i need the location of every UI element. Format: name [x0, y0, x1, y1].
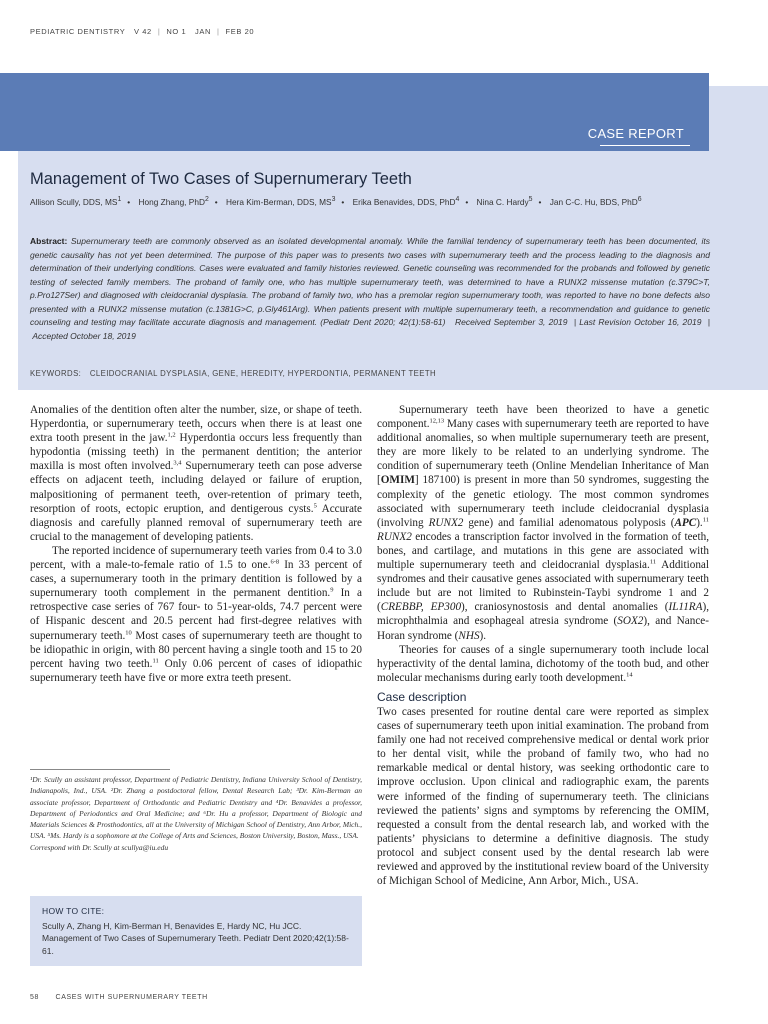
author-footnotes: [30, 774, 362, 853]
section-label-rule: [600, 145, 690, 146]
keywords-label: KEYWORDS:: [30, 369, 82, 378]
accepted-date: Accepted October 18, 2019: [32, 330, 136, 341]
correspondence: Correspond with Dr. Scully at scullya@iu.edu: [30, 842, 169, 852]
keywords: [30, 369, 436, 378]
author: Hera Kim-Berman, DDS, $MS^3$: [226, 196, 336, 207]
running-head: PEDIATRIC DENTISTRY V 42 | NO 1 JAN | FEB 20: [30, 27, 255, 36]
issue: NO 1: [166, 27, 187, 36]
keywords-terms: CLEIDOCRANIAL DYSPLASIA, GENE, HEREDITY, HYPERDONTIA, PERMANENT TEETH: [89, 369, 437, 378]
author: Allison Scully, DDS, $MS^1$: [30, 196, 122, 207]
side-band: [709, 86, 768, 390]
how-to-cite-text: Scully A, Zhang H, Kim-Berman H, Benavides E, Hardy NC, Hu JCC. Management of Two Cases of Supernumerary Teeth. Pediatr Dent 2020;42(1):58-61.: [42, 921, 349, 956]
volume: V 42: [134, 27, 152, 36]
author: Nina C. Hardy$^5$: [476, 196, 533, 207]
body-paragraph: The reported incidence of supernumerary teeth varies from 0.4 to 3.0 percent, with a male-to-female ratio of 1.5 to one.$^{6-8}$ In 33 percent of cases, a supernumerary tooth in the primary dentition is followed by a supernumerary tooth complement in the permanent dentition.$^9$ In a retrospective case series of 767 four- to 51-year-olds, 74.7 percent were of Hispanic descent and 20.5 percent had first-degree relatives with supernumerary teeth.$^{10}$ Most cases of supernumerary teeth are thought to be idiopathic in origin, with 80 percent having a single tooth and 15 to 20 percent having two teeth.$^{11}$ Only 0.06 percent of cases of idiopathic supernumerary teeth have five or more extra teeth present.: [30, 544, 363, 684]
footer-running-title: CASES WITH SUPERNUMERARY TEETH: [55, 994, 208, 1001]
body-paragraph: Theories for causes of a single supernumerary tooth include local hyperactivity of the dental lamina, dichotomy of the tooth bud, and other molecular mechanisms during early tooth development.$^{14}$: [377, 643, 709, 684]
author: Erika Benavides, DDS, PhD$^4$: [352, 196, 460, 207]
section-heading: Case description: [377, 689, 467, 704]
how-to-cite-heading: HOW TO CITE:: [42, 906, 105, 916]
abstract: Abstract: Supernumerary teeth are commonly observed as an isolated developmental anomaly. While the familial tendency of supernumerary teeth has been documented, its genetic causality has not yet been determined. The purpose of this paper was to presents two cases with supernumerary teeth and the process leading to the diagnosis and determination of their underlying conditions. Cases were evaluated and family histories reviewed. Genetic counseling was recommended for the probands and followed by genetic testing of selected family members. The proband of family one, who has multiple supernumerary teeth, was determined to have a RUNX2 missense mutation (c.379C>T, p.Pro127Ser) and diagnosed with cleidocranial dysplasia. The proband of family two, who has a premolar region supernumerary tooth, was reported to have no bone defects also presented with a RUNX2 missense mutation (c.1381G>C, p.Gly461Arg). When patients present with multiple supernumerary teeth, a recommendation and guidance to genetic counseling and testing may facilitate accurate diagnosis and management. (Pediatr Dent 2020; 42(1):58-61) Received September 3, 2019 | Last Revision October 16, 2019 | Accepted October 18, 2019: [30, 236, 710, 341]
journal-name: PEDIATRIC DENTISTRY: [30, 27, 126, 36]
how-to-cite-box: [30, 896, 362, 966]
issue-date-2: FEB 20: [225, 27, 255, 36]
received-date: Received September 3, 2019: [454, 317, 568, 327]
abstract-citation: (Pediatr Dent 2020; 42(1):58-61): [320, 317, 446, 327]
body-paragraph: Anomalies of the dentition often alter the number, size, or shape of teeth. Hyperdontia, or supernumerary teeth, occurs when there is at least one extra tooth present in the jaw.$^{1,2}$ Hyperdontia occurs less frequently than hypodontia (missing teeth) in the permanent dentition; the anterior maxilla is most often involved.$^{3,4}$ Supernumerary teeth can pose adverse effects on adjacent teeth, including delayed or failure of eruption, malpositioning of permanent teeth, over-retention of primary teeth, resorption of roots, ectopic eruption, and dentigerous cysts.$^5$ Accurate diagnosis and carefully planned removal of supernumerary teeth are crucial to the management of developing patients.: [30, 404, 362, 543]
body-paragraph: Two cases presented for routine dental care were reported as simplex cases of supernumerary teeth upon initial examination. The proband from family one had not received comprehensive medical or dental work prior to her dental visit, while the proband of family two, who had no remarkable medical or dental history, was seeking orthodontic care to improve occlusion. Upon clinical and radiographic exam, the parents were informed of the finding of supernumerary teeth. The clinicians reviewed the patients’ signs and symptoms by referencing the OMIM, requested a consult from the dental research lab, and worked with the patients’ physicians to determine a definitive diagnosis. The study protocol and subject consent used by the dental research lab were reviewed and approved by the institutional review board of the University of Michigan School of Medicine, Ann Arbor, Mich., USA.: [377, 705, 709, 888]
abstract-label: Abstract:: [30, 236, 68, 246]
section-label: CASE REPORT: [587, 126, 684, 141]
page-footer: [30, 994, 208, 1001]
abstract-text: Supernumerary teeth are commonly observed as an isolated developmental anomaly. While the familial tendency of supernumerary teeth has been documented, its genetic causality has not yet been determined. The purpose of this paper was to presents two cases with supernumerary teeth and the process leading to the diagnosis and determination of their underlying conditions. Cases were evaluated and family histories reviewed. Genetic counseling was recommended for the probands and followed by genetic testing of selected family members. The proband of family one, who has multiple supernumerary teeth, was determined to have a RUNX2 missense mutation (c.379C>T, p.Pro127Ser) and diagnosed with cleidocranial dysplasia. The proband of family two, who has a premolar region supernumerary tooth, was reported to have no bone defects also presented with a RUNX2 missense mutation (c.1381G>C, p.Gly461Arg). When patients present with multiple supernumerary teeth, a recommendation and guidance to genetic counseling and testing may facilitate accurate diagnosis and management.: [30, 236, 710, 327]
revision-date: Last Revision October 16, 2019: [579, 317, 702, 327]
article-title: Management of Two Cases of Supernumerary Teeth: [30, 170, 412, 188]
body-paragraph: Supernumerary teeth have been theorized to have a genetic component.$^{12,13}$ Many cases with supernumerary teeth are reported to have additional anomalies, so when multiple supernumerary teeth are present, they are more likely to be related to an underlying syndrome. The condition of supernumerary teeth (Online Mendelian Inheritance of Man [OMIM] 187100) is present in more than 50 syndromes, suggesting the complexity of the genetic etiology. The most common syndromes associated with supernumerary teeth include cleidocranial dysplasia (involving RUNX2 gene) and familial adenomatous polyposis (APC).$^{11}$ RUNX2 encodes a transcription factor involved in the formation of teeth, bones, and cartilage, and mutations in this gene are associated with multiple supernumerary teeth and cleidocranial dysplasia.$^{11}$ Additional syndromes and their causative genes associated with supernumerary teeth include but are not limited to Rubinstein-Taybi syndrome 1 and 2 (CREBBP, EP300), craniosynostosis and dental anomalies (IL11RA), microphthalmia and esophageal atresia syndrome (SOX2), and Nance-Horan syndrome (NHS).: [377, 404, 709, 642]
page-number: 58: [30, 994, 39, 1001]
right-column: [377, 403, 709, 888]
author: Jan C-C. Hu, BDS, PhD$^6$: [549, 196, 642, 207]
affiliations: ¹Dr. Scully an assistant professor, Department of Pediatric Dentistry, Indiana University School of Dentistry, Indianapolis, Ind., USA. ²Dr. Zhang a postdoctoral fellow, Dental Research Lab; ³Dr. Kim-Berman an associate professor, Department of Orthodontic and Pediatric Dentistry and ⁴Dr. Benavides a professor, Department of Periodontics and Oral Medicine; and ⁶Dr. Hu a professor, Department of Biologic and Materials Sciences & Prosthodontics, all at the University of Michigan School of Dentistry, Ann Arbor, Mich., USA. ⁵Ms. Hardy is a sophomore at the College of Arts and Sciences, Boston University, Boston, Mass., USA.: [30, 775, 362, 841]
author-list: Allison Scully, DDS, $MS^1$ • Hong Zhang, PhD$^2$ • Hera Kim-Berman, DDS, $MS^3$ • Erika Benavides, DDS, PhD$^4$ • Nina C. Hardy$^5$ • Jan C-C. Hu, BDS, PhD$^6$: [30, 196, 642, 207]
left-column: [30, 403, 362, 685]
issue-date: JAN: [195, 27, 211, 36]
footnote-rule: [30, 769, 170, 770]
author: Hong Zhang, PhD$^2$: [138, 196, 209, 207]
